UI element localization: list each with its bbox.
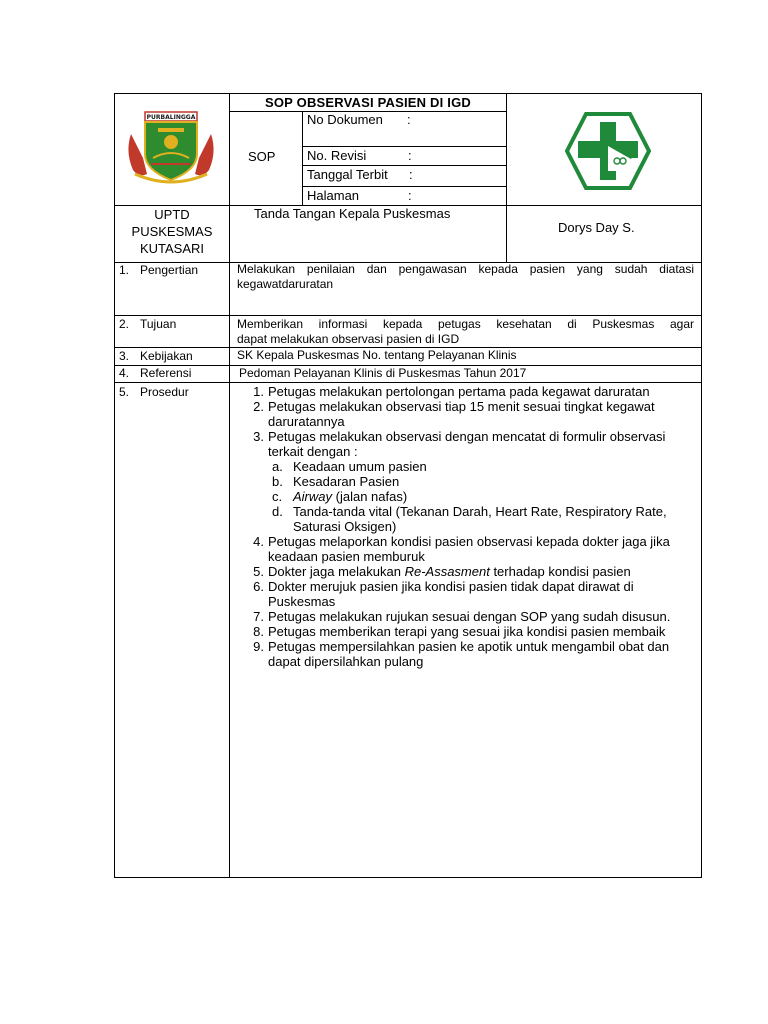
meta-no-revisi-label: No. Revisi: [307, 148, 367, 163]
section-label-pengertian: Pengertian: [140, 263, 199, 277]
step-text: Petugas melakukan observasi tiap 15 menit sesuai tingkat kegawat daruratannya: [268, 399, 655, 429]
step-text: Dokter merujuk pasien jika kondisi pasien tidak dapat dirawat di Puskesmas: [268, 579, 634, 609]
section-label-tujuan: Tujuan: [140, 317, 177, 331]
section-num-1: 1.: [119, 263, 130, 277]
line-meta-1: [302, 146, 507, 147]
divider-meta: [302, 111, 303, 205]
pengertian-line-1: Melakukan penilaian dan pengawasan kepada pasien yang sudah diatasi: [237, 262, 694, 276]
sublist-text: Kesadaran Pasien: [293, 474, 400, 489]
signature-label: Tanda Tangan Kepala Puskesmas: [254, 206, 451, 221]
meta-no-dokumen-label: No Dokumen: [307, 112, 383, 127]
border-top: [114, 93, 702, 94]
step-number: 9.: [253, 639, 264, 654]
referensi-text: Pedoman Pelayanan Klinis di Puskesmas Tahun 2017: [239, 366, 527, 380]
line-row4-bottom: [114, 382, 702, 383]
sublist-text-italic: Airway: [293, 489, 333, 504]
step-number: 6.: [253, 579, 264, 594]
section-num-2: 2.: [119, 317, 130, 331]
step-text-italic: Re-Assasment: [404, 564, 490, 579]
org-line-uptd: UPTD: [154, 207, 190, 222]
prosedur-step: [240, 399, 695, 429]
prosedur-list: [240, 384, 695, 669]
step-number: 8.: [253, 624, 264, 639]
divider-col-right: [506, 93, 507, 263]
meta-no-revisi-sep: :: [408, 148, 412, 163]
org-line-kutasari: KUTASARI: [139, 241, 205, 256]
line-meta-2: [302, 165, 507, 166]
sublist-item: [268, 474, 695, 489]
prosedur-step: [240, 609, 695, 624]
meta-no-dokumen-sep: :: [407, 112, 411, 127]
step-number: 5.: [253, 564, 264, 579]
prosedur-step: [240, 579, 695, 609]
step-number: 4.: [253, 534, 264, 549]
kebijakan-text: SK Kepala Puskesmas No. tentang Pelayanan Klinis: [237, 348, 517, 362]
step-text: Dokter jaga melakukan: [268, 564, 405, 579]
org-line-puskesmas: PUSKESMAS: [131, 224, 213, 239]
border-bottom: [114, 877, 702, 878]
sublist-item: [268, 504, 695, 534]
step-text: Petugas melakukan rujukan sesuai dengan SOP yang sudah disusun.: [268, 609, 671, 624]
step-text: terhadap kondisi pasien: [489, 564, 631, 579]
step-text: Petugas melaporkan kondisi pasien observasi kepada dokter jaga jika keadaan pasien memburuk: [268, 534, 670, 564]
step-number: 1.: [253, 384, 264, 399]
prosedur-step: [240, 639, 695, 669]
meta-halaman-label: Halaman: [307, 188, 360, 203]
line-row1-bottom: [114, 315, 702, 316]
observasi-sublist: [268, 459, 695, 534]
signer-name: Dorys Day S.: [558, 220, 635, 235]
section-label-kebijakan: Kebijakan: [140, 349, 193, 363]
step-text: Petugas memberikan terapi yang sesuai jika kondisi pasien membaik: [268, 624, 666, 639]
border-right: [701, 93, 702, 878]
sublist-letter: b.: [272, 474, 283, 489]
pengertian-line-2: kegawatdaruratan: [237, 277, 334, 291]
prosedur-step: [240, 429, 695, 534]
logo-lettering: PURBALINGGA: [146, 114, 196, 121]
step-number: 2.: [253, 399, 264, 414]
sublist-letter: a.: [272, 459, 283, 474]
sublist-letter: c.: [272, 489, 283, 504]
section-num-4: 4.: [119, 366, 130, 380]
step-text: Petugas melakukan pertolongan pertama pada kegawat daruratan: [268, 384, 650, 399]
sublist-item: [268, 489, 695, 504]
puskesmas-cross-logo: [565, 111, 651, 191]
prosedur-step: [240, 624, 695, 639]
step-text: Petugas melakukan observasi dengan mencatat di formulir observasi terkait dengan :: [268, 429, 666, 459]
line-meta-3: [302, 186, 507, 187]
section-label-referensi: Referensi: [140, 366, 192, 380]
step-number: 7.: [253, 609, 264, 624]
sublist-text: Tanda-tanda vital (Tekanan Darah, Heart Rate, Respiratory Rate, Saturasi Oksigen): [293, 504, 667, 534]
sublist-item: [268, 459, 695, 474]
section-num-5: 5.: [119, 385, 130, 399]
prosedur-step: [240, 384, 695, 399]
sop-label: SOP: [248, 149, 276, 164]
step-number: 3.: [253, 429, 264, 444]
divider-col-left: [229, 93, 230, 878]
section-num-3: 3.: [119, 349, 130, 363]
tujuan-line-1: Memberikan informasi kepada petugas kesehatan di Puskesmas agar: [237, 317, 694, 331]
tujuan-line-2: dapat melakukan observasi pasien di IGD: [237, 332, 460, 346]
sublist-letter: d.: [272, 504, 283, 519]
step-text: Petugas mempersilahkan pasien ke apotik untuk mengambil obat dan dapat dipersilahkan pulang: [268, 639, 670, 669]
prosedur-step: [240, 564, 695, 579]
document-title: SOP OBSERVASI PASIEN DI IGD: [265, 95, 471, 110]
sublist-text: (jalan nafas): [332, 489, 408, 504]
sublist-text: Keadaan umum pasien: [293, 459, 427, 474]
meta-halaman-sep: :: [408, 188, 412, 203]
section-label-prosedur: Prosedur: [140, 385, 189, 399]
meta-tanggal-terbit-sep: :: [409, 167, 413, 182]
prosedur-step: [240, 534, 695, 564]
meta-tanggal-terbit-label: Tanggal Terbit: [307, 167, 388, 182]
purbalingga-emblem-logo: [125, 108, 217, 186]
